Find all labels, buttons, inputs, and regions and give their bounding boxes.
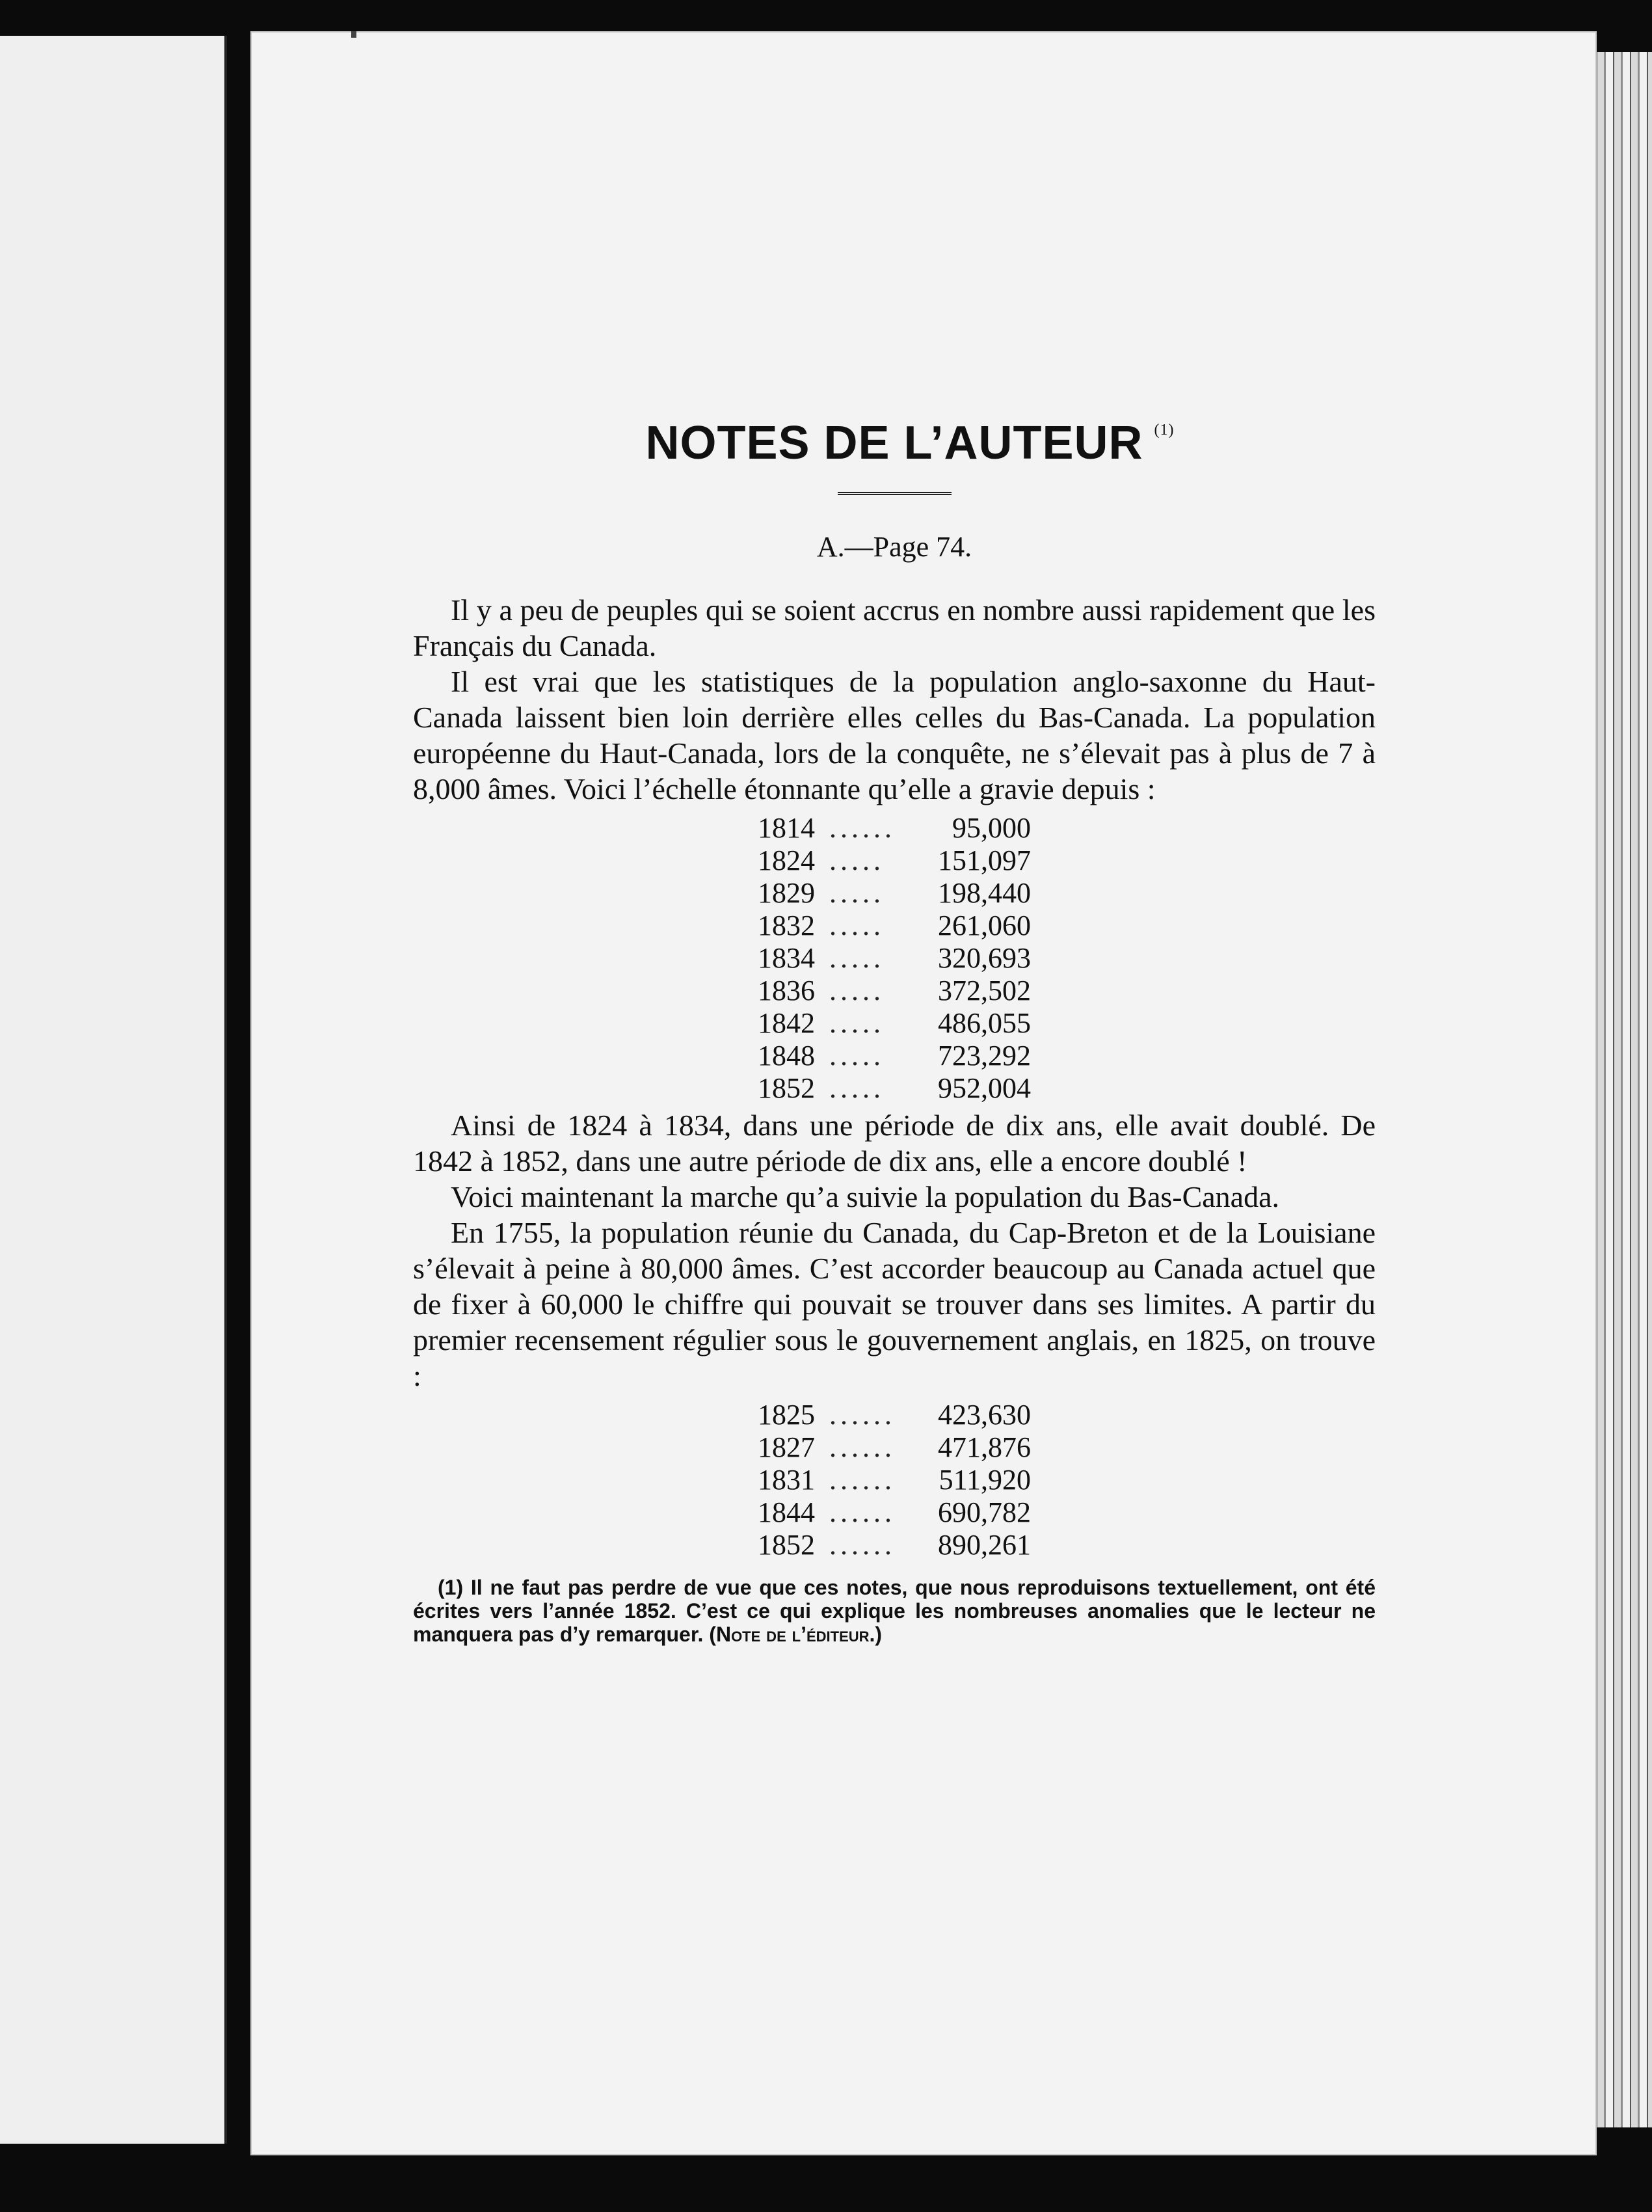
year: 1852: [758, 1529, 815, 1561]
paragraph-1: Il y a peu de peuples qui se soient accrus en nombre aussi rapidement que les Français du Canada.: [413, 593, 1376, 662]
population-value: 95,000: [952, 812, 1031, 844]
population-value: 372,502: [938, 975, 1031, 1006]
page-content: [413, 416, 1376, 1646]
year: 1829: [758, 877, 815, 909]
year: 1831: [758, 1464, 815, 1496]
leader-dots: .....: [829, 975, 885, 1006]
footnote-text: (1) Il ne faut pas perdre de vue que ces notes, que nous reproduisons textuellement, ont été écrites vers l’année 1852. C’est ce qui explique les nombreuses anomalies que le lecteur ne manquera pas d’y remarquer.: [413, 1576, 1376, 1646]
population-value: 198,440: [938, 877, 1031, 909]
table-row: [758, 1072, 1031, 1105]
table-row: [758, 812, 1031, 844]
left-page-edge: [0, 36, 227, 2144]
table-row: [758, 1431, 1031, 1464]
paragraph-3: Ainsi de 1824 à 1834, dans une période de dix ans, elle avait doublé. De 1842 à 1852, dans une autre période de dix ans, elle a encore doublé !: [413, 1109, 1376, 1178]
year: 1842: [758, 1007, 815, 1039]
leader-dots: .....: [829, 1072, 885, 1104]
leader-dots: ......: [829, 1464, 896, 1496]
table-row: [758, 1399, 1031, 1431]
population-value: 890,261: [938, 1529, 1031, 1561]
table-row: [758, 975, 1031, 1007]
population-value: 690,782: [938, 1496, 1031, 1528]
section-label: A.—Page 74.: [816, 531, 972, 563]
year: 1827: [758, 1431, 815, 1463]
leader-dots: ......: [829, 1399, 896, 1431]
population-value: 952,004: [938, 1072, 1031, 1104]
table-row: [758, 844, 1031, 877]
population-value: 151,097: [938, 844, 1031, 876]
page-title: [413, 416, 1376, 488]
table-row: [758, 942, 1031, 975]
paragraph-5: En 1755, la population réunie du Canada, du Cap-Breton et de la Louisiane s’élevait à peine à 80,000 âmes. C’est accorder beaucoup au Canada actuel que de fixer à 60,000 le chiffre qui pouvait se trouver dans ses limites. A partir du premier recensement régulier sous le gouvernement anglais, en 1825, on trouve :: [413, 1216, 1376, 1392]
year: 1852: [758, 1072, 815, 1104]
paragraph-2: Il est vrai que les statistiques de la population anglo-saxonne du Haut-Canada laissent bien loin derrière elles celles du Bas-Canada. La population européenne du Haut-Canada, lors de la conquête, ne s’élevait pas à plus de 7 à 8,000 âmes. Voici l’échelle étonnante qu’elle a gravie depuis :: [413, 665, 1376, 805]
table-row: [758, 1464, 1031, 1496]
table-row: [758, 877, 1031, 910]
leader-dots: ......: [829, 812, 896, 844]
population-value: 723,292: [938, 1040, 1031, 1072]
bas-canada-population-table: [758, 1399, 1031, 1561]
year: 1824: [758, 844, 815, 876]
table-row: [758, 1007, 1031, 1040]
year: 1825: [758, 1399, 815, 1431]
table-row: [758, 910, 1031, 942]
leader-dots: .....: [829, 942, 885, 974]
scan-mark: [351, 31, 356, 38]
population-value: 511,920: [939, 1464, 1031, 1496]
year: 1814: [758, 812, 815, 844]
year: 1844: [758, 1496, 815, 1528]
editor-note: (Note de l’éditeur.): [709, 1623, 883, 1646]
title-wrap: [645, 416, 1175, 470]
leader-dots: .....: [829, 877, 885, 909]
leader-dots: ......: [829, 1529, 896, 1561]
leader-dots: .....: [829, 1007, 885, 1039]
footnote: [413, 1576, 1376, 1646]
leader-dots: .....: [829, 910, 885, 941]
table-row: [758, 1529, 1031, 1561]
population-value: 486,055: [938, 1007, 1031, 1039]
paragraph-4: Voici maintenant la marche qu’a suivie la population du Bas-Canada.: [451, 1180, 1280, 1213]
population-value: 423,630: [938, 1399, 1031, 1431]
leader-dots: ......: [829, 1496, 896, 1528]
year: 1832: [758, 910, 815, 941]
year: 1836: [758, 975, 815, 1006]
haut-canada-population-table: [758, 812, 1031, 1105]
year: 1834: [758, 942, 815, 974]
title-rule: [838, 492, 952, 500]
population-value: 320,693: [938, 942, 1031, 974]
footnote-marker: (1): [1154, 422, 1175, 438]
year: 1848: [758, 1040, 815, 1072]
table-row: [758, 1040, 1031, 1072]
title-text: NOTES DE L’AUTEUR: [645, 417, 1143, 469]
leader-dots: ......: [829, 1431, 896, 1463]
table-row: [758, 1496, 1031, 1529]
population-value: 471,876: [938, 1431, 1031, 1463]
leader-dots: .....: [829, 1040, 885, 1072]
leader-dots: .....: [829, 844, 885, 876]
population-value: 261,060: [938, 910, 1031, 941]
